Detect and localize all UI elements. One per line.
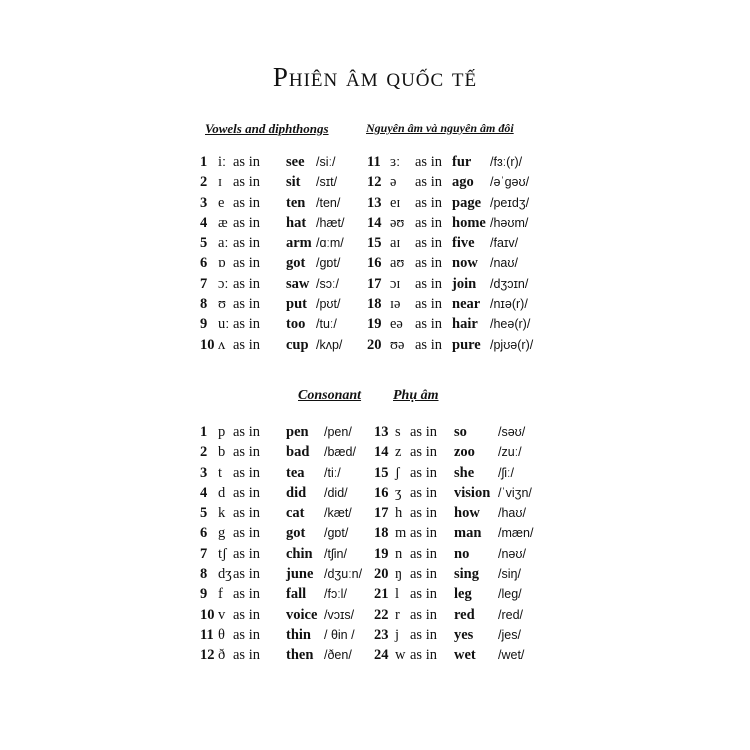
- transcription: /səʊ/: [498, 425, 526, 439]
- table-row: [200, 193, 570, 213]
- transcription: /kʌp/: [316, 337, 343, 352]
- transcription: /tiː/: [324, 465, 341, 480]
- table-row: [200, 645, 570, 665]
- table-row: [200, 253, 570, 273]
- as-in: as in: [410, 484, 437, 501]
- example-word: red: [454, 606, 475, 623]
- as-in: as in: [415, 275, 442, 292]
- as-in: as in: [415, 235, 442, 252]
- vowels-header-en: Vowels and diphthongs: [205, 121, 329, 136]
- number: 19: [367, 316, 382, 333]
- example-word: no: [454, 545, 470, 562]
- as-in: as in: [233, 424, 260, 440]
- example-word: arm: [286, 235, 312, 252]
- number: 21: [374, 586, 389, 603]
- as-in: as in: [410, 647, 437, 664]
- table-row: [200, 463, 570, 483]
- symbol: ə: [390, 174, 397, 191]
- table-row: [200, 294, 570, 314]
- example-word: bad: [286, 444, 310, 461]
- number: 4: [200, 214, 208, 231]
- number: 22: [374, 606, 389, 623]
- symbol: iː: [218, 154, 227, 170]
- number: 8: [200, 566, 208, 583]
- table-row: [200, 335, 570, 355]
- transcription: /leg/: [498, 587, 522, 602]
- transcription: /gɒt/: [324, 526, 349, 541]
- symbol: z: [395, 444, 402, 461]
- as-in: as in: [410, 464, 437, 481]
- table-row: [200, 564, 570, 584]
- symbol: ʃ: [395, 464, 400, 481]
- example-word: voice: [286, 606, 318, 623]
- symbol: ɔː: [218, 275, 229, 292]
- number: 20: [367, 336, 382, 353]
- transcription: /naʊ/: [490, 256, 518, 271]
- example-word: pen: [286, 424, 309, 440]
- symbol: ɒ: [218, 255, 226, 272]
- number: 16: [367, 255, 382, 272]
- example-word: join: [452, 275, 477, 292]
- number: 15: [374, 464, 389, 481]
- number: 1: [200, 424, 208, 440]
- transcription: /did/: [324, 485, 348, 500]
- as-in: as in: [415, 154, 442, 170]
- transcription: /kæt/: [324, 506, 352, 521]
- number: 18: [367, 296, 382, 313]
- number: 6: [200, 525, 208, 542]
- symbol: θ: [218, 626, 225, 643]
- vowels-table: [200, 152, 570, 355]
- as-in: as in: [233, 586, 260, 603]
- example-word: page: [452, 194, 481, 211]
- symbol: ð: [218, 647, 226, 664]
- example-word: chin: [286, 545, 313, 562]
- number: 17: [374, 505, 389, 522]
- as-in: as in: [415, 316, 442, 333]
- as-in: as in: [415, 194, 442, 211]
- number: 18: [374, 525, 389, 542]
- transcription: /pʊt/: [316, 297, 341, 312]
- symbol: eɪ: [390, 194, 401, 211]
- transcription: /haʊ/: [498, 506, 526, 521]
- symbol: æ: [218, 214, 228, 231]
- transcription: /red/: [498, 607, 524, 622]
- example-word: she: [454, 464, 475, 481]
- symbol: s: [395, 424, 401, 440]
- symbol: n: [395, 545, 403, 562]
- example-word: too: [286, 316, 306, 333]
- symbol: tʃ: [218, 545, 227, 562]
- as-in: as in: [410, 626, 437, 643]
- as-in: as in: [233, 626, 260, 643]
- transcription: /jes/: [498, 627, 521, 642]
- as-in: as in: [233, 444, 260, 461]
- table-row: [200, 584, 570, 604]
- example-word: yes: [454, 626, 474, 643]
- example-word: tea: [286, 464, 305, 481]
- as-in: as in: [410, 566, 437, 583]
- table-row: [200, 605, 570, 625]
- transcription: /sɔː/: [316, 276, 339, 291]
- symbol: aʊ: [390, 255, 405, 272]
- symbol: b: [218, 444, 226, 461]
- as-in: as in: [415, 255, 442, 272]
- number: 4: [200, 484, 208, 501]
- transcription: /fɜː(r)/: [490, 155, 523, 169]
- transcription: /ten/: [316, 195, 341, 210]
- symbol: j: [395, 626, 400, 643]
- symbol: k: [218, 505, 226, 522]
- number: 12: [200, 647, 215, 664]
- transcription: /ʃiː/: [498, 465, 514, 480]
- as-in: as in: [415, 296, 442, 313]
- symbol: d: [218, 484, 226, 501]
- transcription: /faɪv/: [490, 236, 519, 251]
- transcription: /siː/: [316, 155, 336, 169]
- as-in: as in: [233, 316, 260, 333]
- example-word: zoo: [454, 444, 475, 461]
- number: 16: [374, 484, 389, 501]
- example-word: so: [454, 424, 467, 440]
- as-in: as in: [233, 464, 260, 481]
- transcription: /tʃin/: [324, 546, 347, 561]
- as-in: as in: [233, 647, 260, 664]
- transcription: /dʒuːn/: [324, 567, 363, 582]
- transcription: /vɔɪs/: [324, 607, 355, 622]
- symbol: ɜː: [390, 154, 401, 170]
- as-in: as in: [410, 444, 437, 461]
- number: 6: [200, 255, 208, 272]
- example-word: cat: [286, 505, 305, 522]
- transcription: /tuː/: [316, 317, 337, 332]
- as-in: as in: [233, 484, 260, 501]
- number: 5: [200, 235, 208, 252]
- example-word: vision: [454, 484, 491, 501]
- number: 7: [200, 545, 208, 562]
- transcription: / θin /: [324, 627, 355, 642]
- transcription: /bæd/: [324, 445, 356, 460]
- symbol: v: [218, 606, 226, 623]
- number: 9: [200, 316, 208, 333]
- example-word: sing: [454, 566, 479, 583]
- transcription: /ɑːm/: [316, 236, 344, 251]
- table-row: [200, 625, 570, 645]
- transcription: /nɪə(r)/: [490, 297, 528, 312]
- as-in: as in: [233, 235, 260, 252]
- as-in: as in: [410, 525, 437, 542]
- symbol: aɪ: [390, 235, 401, 252]
- transcription: /həʊm/: [490, 215, 529, 230]
- example-word: did: [286, 484, 307, 501]
- transcription: /pjʊə(r)/: [490, 337, 534, 352]
- as-in: as in: [233, 174, 260, 191]
- example-word: got: [286, 255, 306, 272]
- transcription: /sɪt/: [316, 175, 338, 190]
- table-row: [200, 442, 570, 462]
- example-word: pure: [452, 336, 481, 353]
- table-row: [200, 233, 570, 253]
- number: 14: [367, 214, 382, 231]
- symbol: ɪ: [218, 174, 223, 191]
- page-title: Phiên âm quốc tế: [272, 62, 478, 92]
- transcription: /wet/: [498, 648, 525, 663]
- as-in: as in: [233, 214, 260, 231]
- transcription: /heə(r)/: [490, 317, 531, 332]
- symbol: uː: [218, 316, 230, 333]
- example-word: man: [454, 525, 482, 542]
- example-word: fall: [286, 586, 307, 603]
- number: 13: [367, 194, 382, 211]
- example-word: then: [286, 647, 314, 664]
- as-in: as in: [233, 566, 260, 583]
- symbol: w: [395, 647, 406, 664]
- transcription: /gɒt/: [316, 256, 341, 271]
- as-in: as in: [233, 525, 260, 542]
- table-row: [200, 152, 570, 172]
- symbol: ʌ: [218, 336, 226, 353]
- example-word: near: [452, 296, 481, 313]
- consonants-header-vi: Phụ âm: [393, 388, 439, 403]
- as-in: as in: [233, 255, 260, 272]
- symbol: h: [395, 505, 403, 522]
- example-word: got: [286, 525, 306, 542]
- example-word: thin: [286, 626, 311, 643]
- table-row: [200, 172, 570, 192]
- as-in: as in: [233, 275, 260, 292]
- symbol: ʒ: [395, 484, 402, 501]
- example-word: sit: [286, 174, 301, 191]
- as-in: as in: [415, 336, 442, 353]
- transcription: /nəʊ/: [498, 546, 526, 561]
- transcription: /zuː/: [498, 445, 522, 460]
- as-in: as in: [233, 505, 260, 522]
- table-row: [200, 544, 570, 564]
- as-in: as in: [410, 505, 437, 522]
- example-word: wet: [454, 647, 476, 664]
- as-in: as in: [233, 336, 260, 353]
- symbol: g: [218, 525, 226, 542]
- table-row: [200, 483, 570, 503]
- symbol: m: [395, 525, 407, 542]
- number: 19: [374, 545, 389, 562]
- as-in: as in: [415, 174, 442, 191]
- example-word: ten: [286, 194, 306, 211]
- as-in: as in: [410, 606, 437, 623]
- example-word: home: [452, 214, 486, 231]
- symbol: e: [218, 194, 225, 211]
- example-word: five: [452, 235, 475, 252]
- example-word: hair: [452, 316, 478, 333]
- transcription: /hæt/: [316, 215, 345, 230]
- as-in: as in: [233, 154, 260, 170]
- symbol: f: [218, 586, 223, 603]
- number: 14: [374, 444, 389, 461]
- symbol: eə: [390, 316, 403, 333]
- number: 3: [200, 194, 208, 211]
- number: 1: [200, 154, 208, 170]
- symbol: t: [218, 464, 223, 481]
- symbol: ɔɪ: [390, 275, 401, 292]
- example-word: cup: [286, 336, 309, 353]
- as-in: as in: [233, 296, 260, 313]
- symbol: dʒ: [218, 566, 232, 583]
- transcription: /mæn/: [498, 526, 534, 541]
- symbol: əʊ: [390, 214, 405, 231]
- number: 7: [200, 275, 208, 292]
- number: 10: [200, 336, 215, 353]
- number: 5: [200, 505, 208, 522]
- consonants-header-en: Consonant: [298, 388, 362, 403]
- transcription: /əˈgəʊ/: [490, 175, 530, 190]
- number: 12: [367, 174, 382, 191]
- example-word: fur: [452, 154, 472, 170]
- number: 2: [200, 444, 208, 461]
- example-word: june: [286, 566, 314, 583]
- consonants-table: [200, 422, 570, 666]
- number: 20: [374, 566, 389, 583]
- vowels-header-vi: Nguyên âm và nguyên âm đôi: [366, 121, 514, 135]
- as-in: as in: [410, 545, 437, 562]
- table-row: [200, 274, 570, 294]
- number: 11: [367, 154, 381, 170]
- number: 17: [367, 275, 382, 292]
- transcription: /ˈviʒn/: [498, 485, 532, 500]
- symbol: p: [218, 424, 226, 440]
- transcription: /peɪdʒ/: [490, 195, 530, 210]
- as-in: as in: [233, 606, 260, 623]
- number: 2: [200, 174, 208, 191]
- number: 9: [200, 586, 208, 603]
- transcription: /pen/: [324, 425, 352, 439]
- table-row: [200, 314, 570, 334]
- number: 24: [374, 647, 389, 664]
- example-word: ago: [452, 174, 474, 191]
- number: 13: [374, 424, 389, 440]
- symbol: ŋ: [395, 566, 403, 583]
- as-in: as in: [410, 424, 437, 440]
- symbol: l: [395, 586, 400, 603]
- symbol: ɪə: [390, 296, 401, 313]
- table-row: [200, 213, 570, 233]
- as-in: as in: [415, 214, 442, 231]
- as-in: as in: [233, 194, 260, 211]
- number: 10: [200, 606, 215, 623]
- symbol: r: [395, 606, 400, 623]
- as-in: as in: [410, 586, 437, 603]
- as-in: as in: [233, 545, 260, 562]
- symbol: ʊə: [390, 336, 405, 353]
- example-word: see: [286, 154, 305, 170]
- transcription: /dʒɔɪn/: [490, 276, 529, 291]
- example-word: saw: [286, 275, 310, 292]
- transcription: /fɔːl/: [324, 587, 347, 602]
- table-row: [200, 523, 570, 543]
- symbol: aː: [218, 235, 229, 252]
- symbol: ʊ: [218, 296, 226, 313]
- example-word: now: [452, 255, 478, 272]
- table-row: [200, 503, 570, 523]
- number: 15: [367, 235, 382, 252]
- example-word: how: [454, 505, 480, 522]
- number: 3: [200, 464, 208, 481]
- example-word: leg: [454, 586, 472, 603]
- example-word: hat: [286, 214, 307, 231]
- example-word: put: [286, 296, 307, 313]
- transcription: /ðen/: [324, 648, 352, 663]
- number: 11: [200, 626, 214, 643]
- transcription: /siŋ/: [498, 567, 521, 582]
- table-row: [200, 422, 570, 442]
- number: 8: [200, 296, 208, 313]
- number: 23: [374, 626, 389, 643]
